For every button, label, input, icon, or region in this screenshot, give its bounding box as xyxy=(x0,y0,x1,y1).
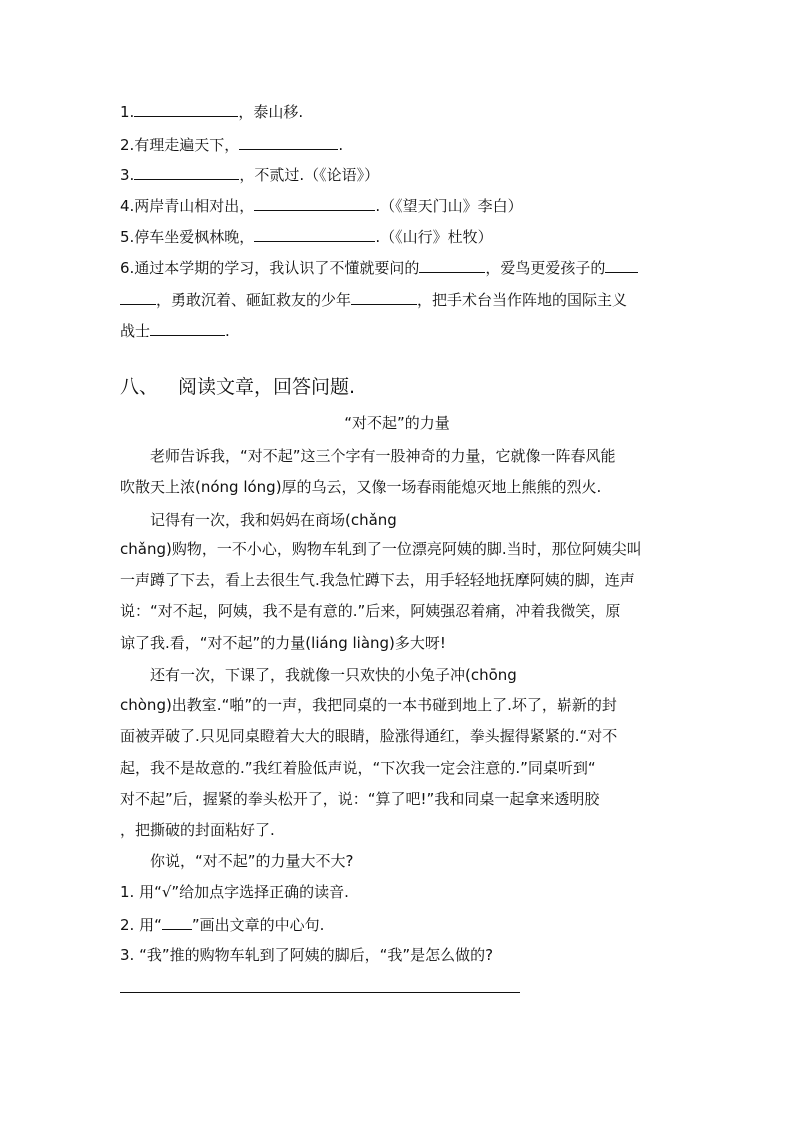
question-2-text: ”画出文章的中心句. xyxy=(191,916,325,934)
q2-text: 2.有理走遍天下， xyxy=(120,136,240,154)
q5-end: .（《山行》杜牧） xyxy=(375,228,493,246)
fill-blank-q1 xyxy=(120,101,303,122)
article-line: 面被弄破了.只见同桌瞪着大大的眼睛，脸涨得通红，拳头握得紧紧的.“对不 xyxy=(120,727,618,745)
article-line: ，把撕破的封面粘好了. xyxy=(120,821,275,839)
section-heading xyxy=(120,374,355,400)
q6-text: ，勇敢沉着、砸缸救友的少年 xyxy=(156,291,352,309)
section-number: 八、 xyxy=(120,376,159,398)
answer-blank[interactable] xyxy=(120,289,156,305)
fill-blank-q6-line2 xyxy=(120,289,627,310)
answer-blank[interactable] xyxy=(254,195,375,211)
answer-blank[interactable] xyxy=(419,257,485,273)
question-2-text: 2. 用“ xyxy=(120,916,162,934)
underline-sample xyxy=(162,914,192,930)
article-title: “对不起”的力量 xyxy=(344,414,450,432)
answer-blank[interactable] xyxy=(239,134,338,150)
q3-text: ，不贰过.（《论语》） xyxy=(239,166,380,184)
answer-blank[interactable] xyxy=(134,101,238,117)
answer-blank[interactable] xyxy=(254,226,375,242)
question-3: 3. “我”推的购物车轧到了阿姨的脚后，“我”是怎么做的? xyxy=(120,946,494,964)
article-line: 老师告诉我，“对不起”这三个字有一股神奇的力量，它就像一阵春风能 xyxy=(150,447,616,465)
article-line: 起，我不是故意的.”我红着脸低声说，“下次我一定会注意的.”同桌听到“ xyxy=(120,759,596,777)
answer-blank[interactable] xyxy=(351,289,417,305)
section-title: 阅读文章，回答问题. xyxy=(178,376,356,398)
answer-line[interactable] xyxy=(120,992,520,993)
q6-text: ，把手术台当作阵地的国际主义 xyxy=(417,291,628,309)
q3-number: 3. xyxy=(120,166,135,184)
q1-text: ，泰山移. xyxy=(238,103,304,121)
fill-blank-q2 xyxy=(120,134,343,155)
article-line: 对不起”后，握紧的拳头松开了，说：“算了吧!”我和同桌一起拿来透明胶 xyxy=(120,790,600,808)
answer-blank[interactable] xyxy=(605,257,638,273)
article-line: chòng)出教室.“啪”的一声，我把同桌的一本书碰到地上了.坏了，崭新的封 xyxy=(120,696,617,714)
fill-blank-q6-line1 xyxy=(120,257,638,278)
article-line: 说：“对不起，阿姨，我不是有意的.”后来，阿姨强忍着痛，冲着我微笑，原 xyxy=(120,602,621,620)
article-line: 你说，“对不起”的力量大不大? xyxy=(150,852,354,870)
fill-blank-q6-line3 xyxy=(120,320,230,341)
article-line: 一声蹲了下去，看上去很生气.我急忙蹲下去，用手轻轻地抚摩阿姨的脚，连声 xyxy=(120,571,635,589)
q6-text: 战士 xyxy=(120,322,151,340)
q6-text: ，爱鸟更爱孩子的 xyxy=(485,259,606,277)
q5-text: 5.停车坐爱枫林晚， xyxy=(120,228,255,246)
question-1: 1. 用“√”给加点字选择正确的读音. xyxy=(120,883,349,901)
article-line: 谅了我.看，“对不起”的力量(liáng liàng)多大呀! xyxy=(120,634,446,652)
article-line: 吹散天上浓(nóng lóng)厚的乌云，又像一场春雨能熄灭地上熊熊的烈火. xyxy=(120,478,602,496)
fill-blank-q4 xyxy=(120,195,523,216)
fill-blank-q3 xyxy=(120,164,379,185)
answer-blank[interactable] xyxy=(150,320,225,336)
q1-number: 1. xyxy=(120,103,135,121)
q4-text: 4.两岸青山相对出， xyxy=(120,197,255,215)
article-line: 还有一次，下课了，我就像一只欢快的小兔子冲(chōng xyxy=(150,666,517,684)
q2-end: . xyxy=(338,136,344,154)
question-2 xyxy=(120,914,324,935)
q6-end: . xyxy=(225,322,230,340)
fill-blank-q5 xyxy=(120,226,493,247)
answer-blank[interactable] xyxy=(134,164,239,180)
q6-text: 6.通过本学期的学习，我认识了不懂就要问的 xyxy=(120,259,420,277)
q4-end: .（《望天门山》李白） xyxy=(375,197,523,215)
article-line: 记得有一次，我和妈妈在商场(chǎng xyxy=(150,511,397,529)
article-line: chǎng)购物，一不小心，购物车轧到了一位漂亮阿姨的脚.当时，那位阿姨尖叫 xyxy=(120,540,642,558)
